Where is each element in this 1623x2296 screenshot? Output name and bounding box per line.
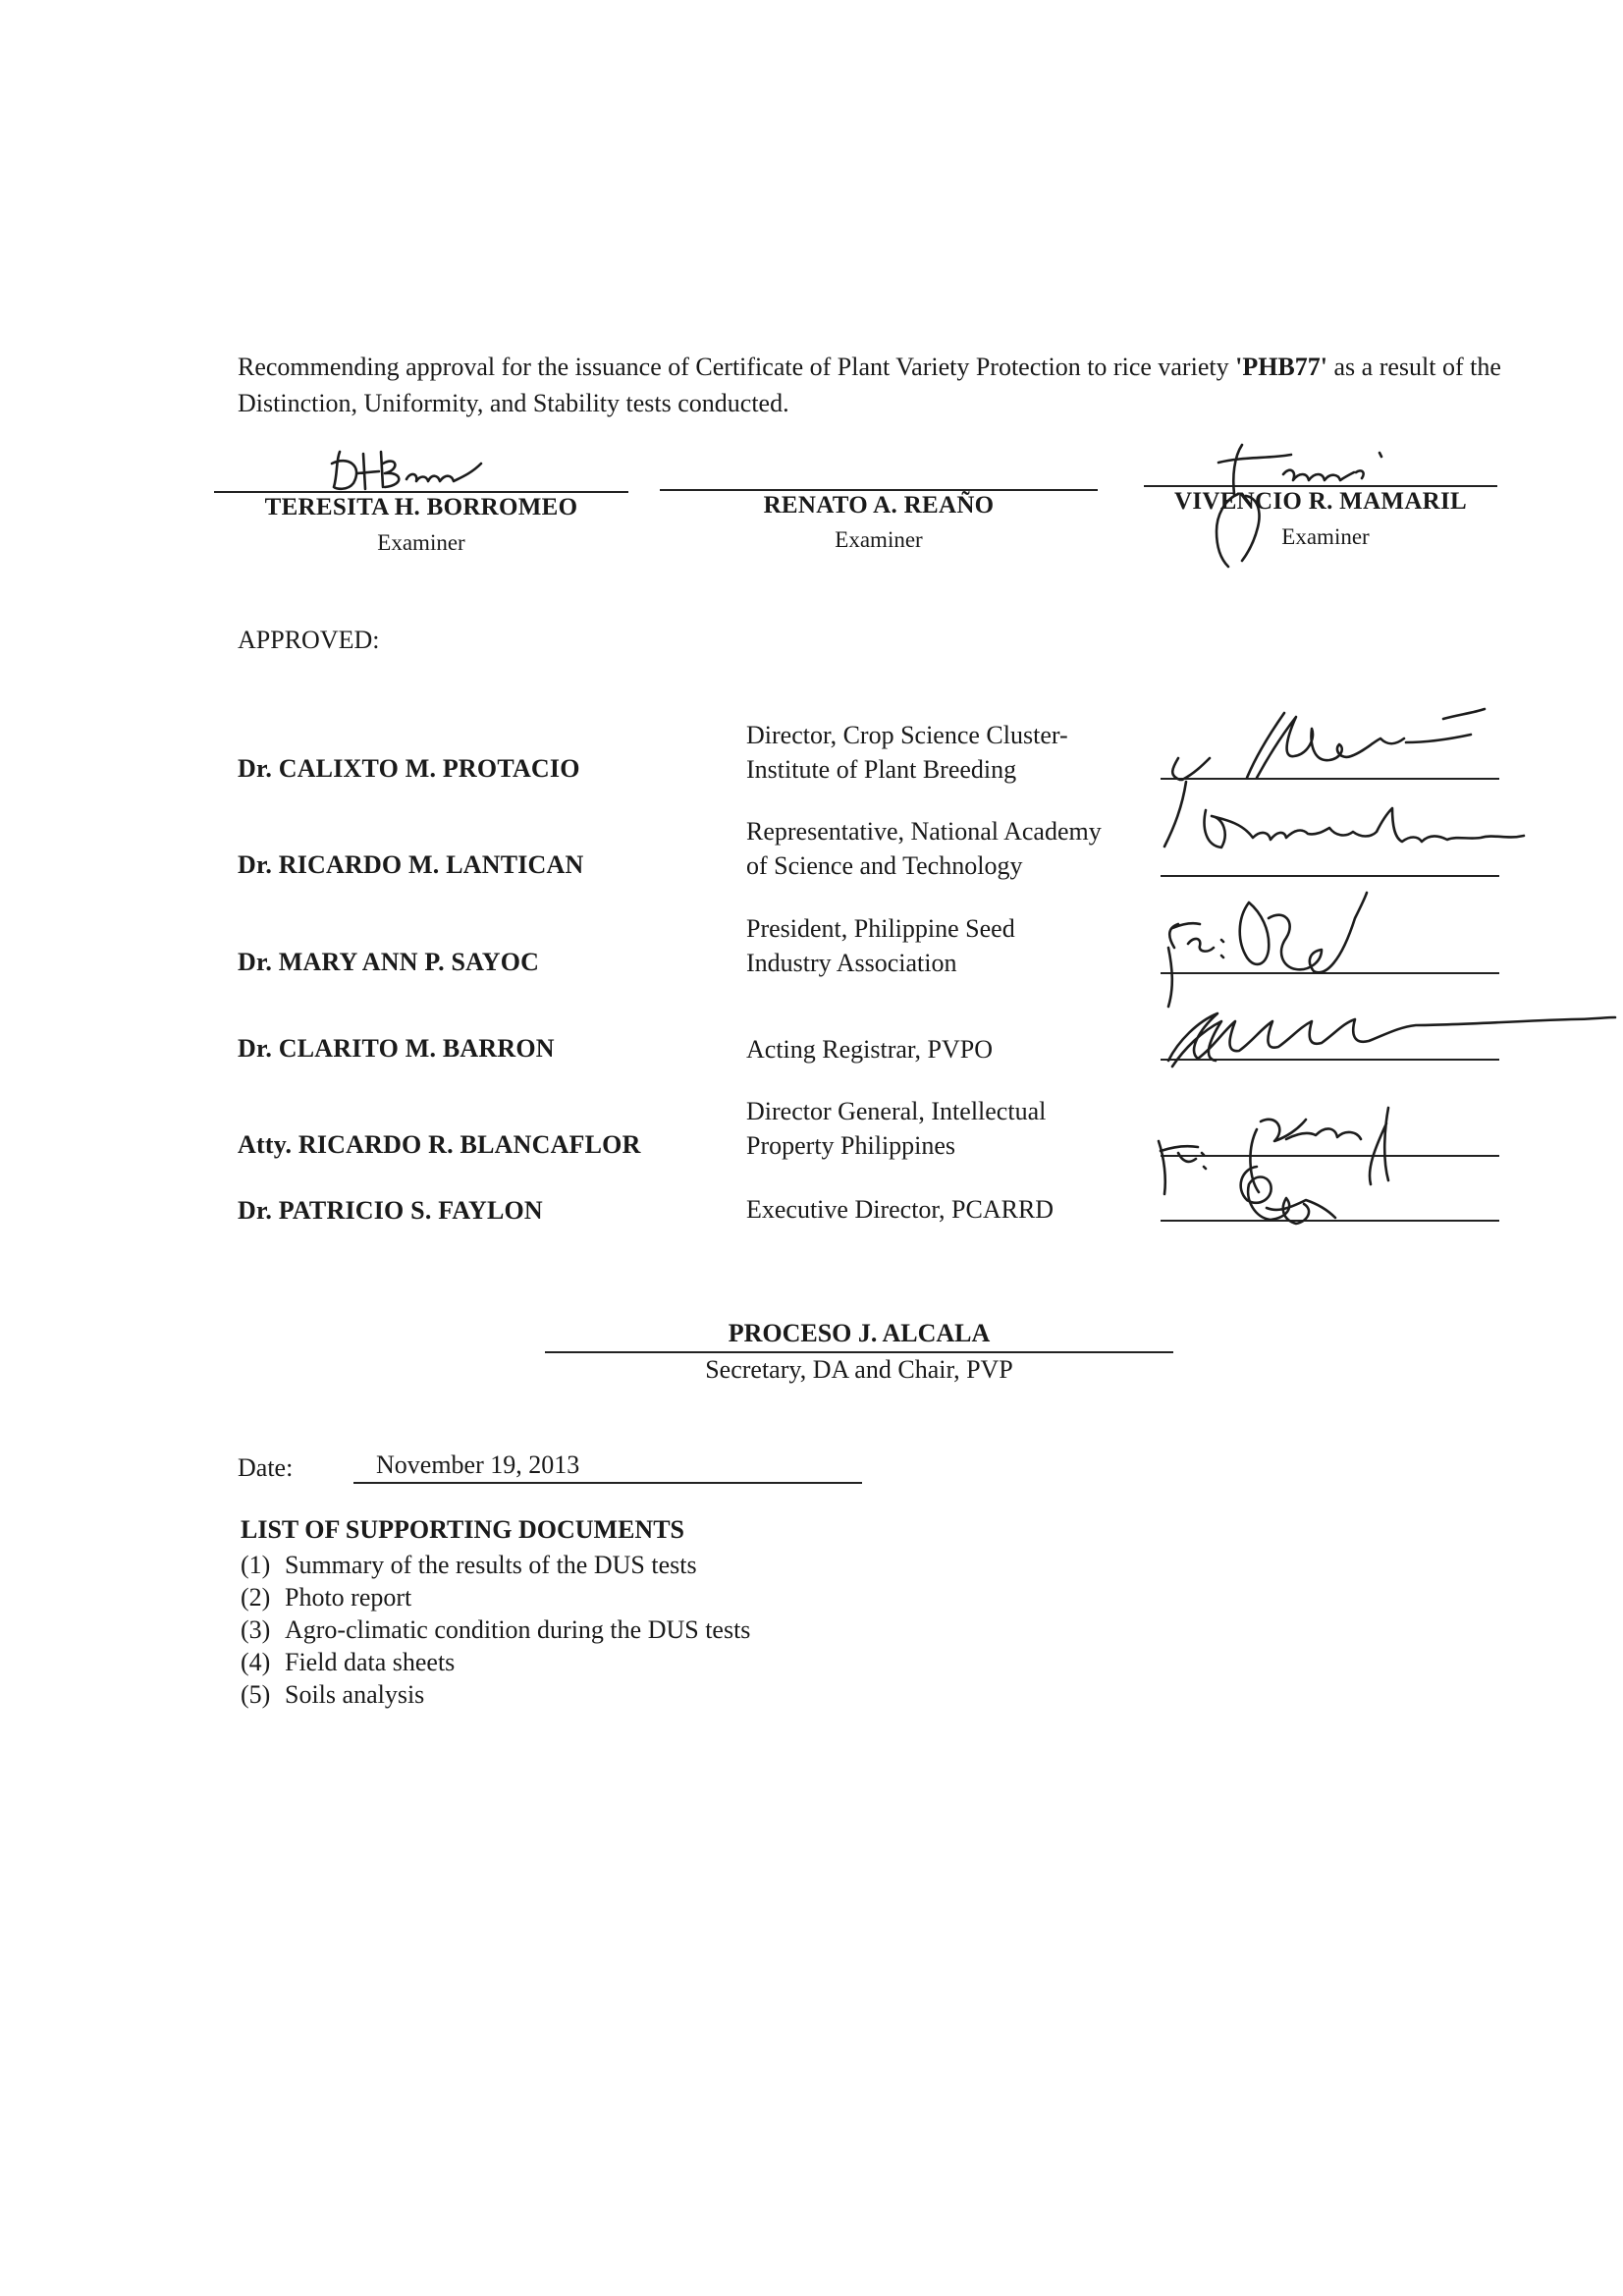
approver-2-name: Dr. RICARDO M. LANTICAN xyxy=(238,850,584,879)
approver-3-title xyxy=(746,911,1178,980)
list-item xyxy=(241,1678,750,1711)
list-item-number: (3) xyxy=(241,1615,271,1644)
list-item xyxy=(241,1613,750,1646)
examiner-2-role: Examiner xyxy=(835,527,923,552)
approver-4-title-line-1: Acting Registrar, PVPO xyxy=(746,1035,993,1064)
approver-6-name: Dr. PATRICIO S. FAYLON xyxy=(238,1196,543,1225)
examiner-2-signature-line xyxy=(660,489,1098,491)
approver-4-title xyxy=(746,1032,1178,1066)
date-label: Date: xyxy=(238,1453,294,1482)
list-item xyxy=(241,1646,750,1678)
list-item-text: Summary of the results of the DUS tests xyxy=(285,1551,697,1579)
approver-5-title xyxy=(746,1094,1178,1163)
examiner-1-role: Examiner xyxy=(377,530,465,555)
list-item-number: (5) xyxy=(241,1680,271,1709)
intro-text-after: as a result of the Distinction, Uniformity, and Stability tests conducted. xyxy=(238,353,1501,417)
secretary-title: Secretary, DA and Chair, PVP xyxy=(705,1355,1013,1384)
examiner-1-name: TERESITA H. BORROMEO xyxy=(264,494,578,520)
intro-paragraph xyxy=(238,349,1504,421)
secretary-name: PROCESO J. ALCALA xyxy=(728,1319,991,1347)
date-underline xyxy=(353,1482,862,1484)
approver-1-name: Dr. CALIXTO M. PROTACIO xyxy=(238,754,580,783)
list-item-text: Agro-climatic condition during the DUS tests xyxy=(285,1615,751,1644)
approver-2-title-line-1: Representative, National Academy xyxy=(746,817,1102,846)
list-item xyxy=(241,1581,750,1613)
list-item-number: (4) xyxy=(241,1648,271,1676)
approver-3-title-line-2: Industry Association xyxy=(746,949,957,977)
approver-6-title xyxy=(746,1192,1178,1227)
approver-5-name: Atty. RICARDO R. BLANCAFLOR xyxy=(238,1130,641,1159)
approver-1-title-line-2: Institute of Plant Breeding xyxy=(746,755,1017,784)
approver-2-title-line-2: of Science and Technology xyxy=(746,851,1023,880)
list-item-number: (1) xyxy=(241,1551,271,1579)
secretary-signature-line xyxy=(545,1351,1173,1353)
list-item-number: (2) xyxy=(241,1583,271,1612)
list-item-text: Soils analysis xyxy=(285,1680,425,1709)
approver-2-signature xyxy=(1200,800,1534,879)
approver-2-title xyxy=(746,814,1178,883)
approver-5-title-line-1: Director General, Intellectual xyxy=(746,1097,1047,1125)
list-item-text: Field data sheets xyxy=(285,1648,456,1676)
approver-1-title-line-1: Director, Crop Science Cluster- xyxy=(746,721,1068,749)
supporting-documents-title: LIST OF SUPPORTING DOCUMENTS xyxy=(241,1515,684,1544)
approver-4-signature xyxy=(1159,992,1620,1080)
approver-3-title-line-1: President, Philippine Seed xyxy=(746,914,1015,943)
examiner-3-role: Examiner xyxy=(1281,524,1370,549)
approved-label: APPROVED: xyxy=(238,626,380,654)
examiner-1-signature xyxy=(324,444,491,495)
approver-5-title-line-2: Property Philippines xyxy=(746,1131,956,1160)
approver-5-signature xyxy=(1139,1090,1434,1257)
date-value: November 19, 2013 xyxy=(376,1450,580,1479)
examiner-2-name: RENATO A. REAÑO xyxy=(763,492,995,519)
list-item xyxy=(241,1549,750,1581)
approver-6-title-line-1: Executive Director, PCARRD xyxy=(746,1195,1055,1224)
approver-1-title xyxy=(746,718,1178,787)
examiner-3-name: VIVENCIO R. MAMARIL xyxy=(1173,488,1468,515)
approver-4-name: Dr. CLARITO M. BARRON xyxy=(238,1034,555,1063)
supporting-documents-list xyxy=(241,1549,750,1711)
variety-name: 'PHB77' xyxy=(1235,353,1327,381)
list-item-text: Photo report xyxy=(285,1583,412,1612)
approver-3-name: Dr. MARY ANN P. SAYOC xyxy=(238,948,540,976)
intro-text-before: Recommending approval for the issuance of Certificate of Plant Variety Protection to rice variety xyxy=(238,353,1236,381)
